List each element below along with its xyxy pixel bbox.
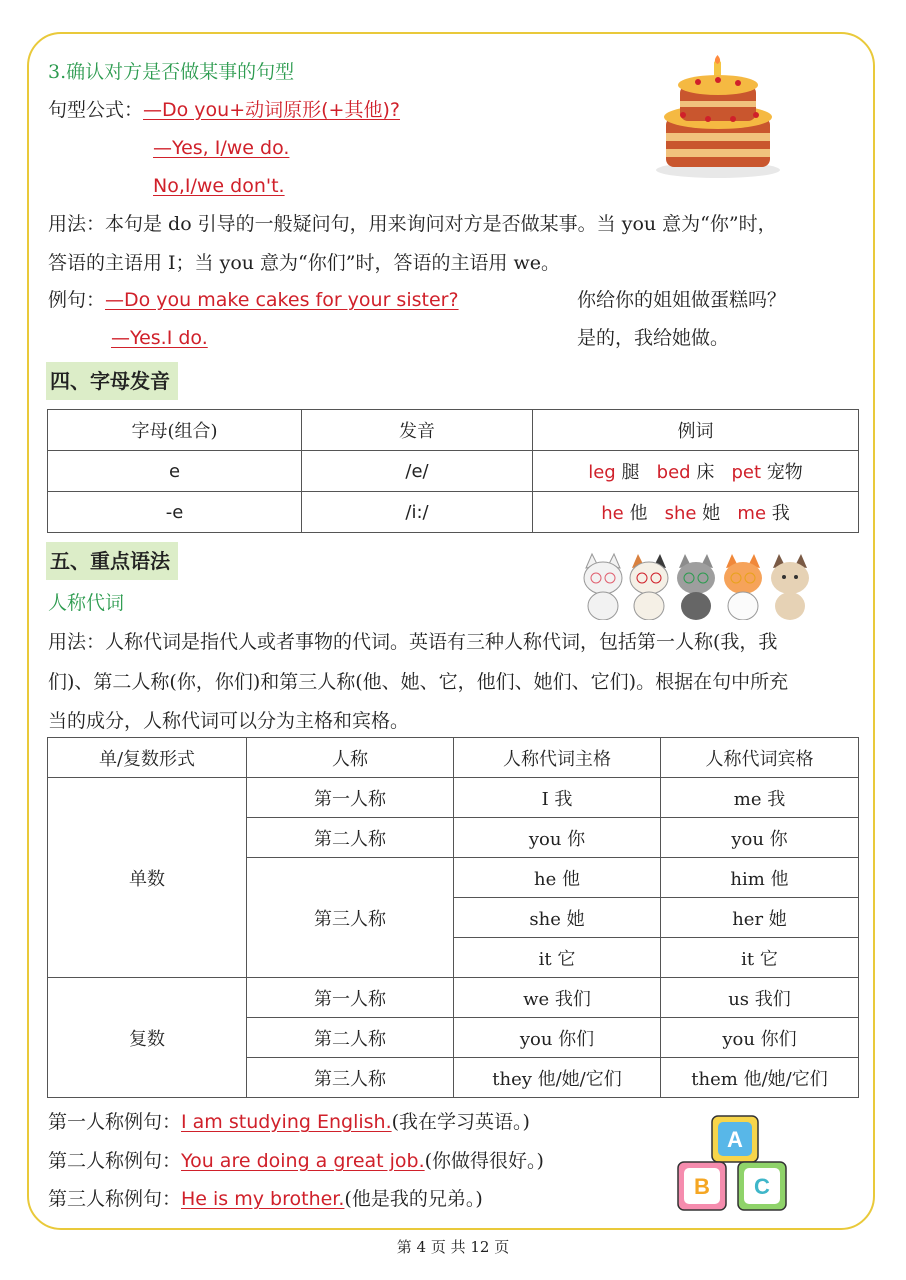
example-sentence-label: 第一人称例句：: [48, 1111, 182, 1133]
subject-pronoun-cell: they 他/她/它们: [454, 1058, 661, 1098]
singular-label: 单数: [48, 778, 247, 978]
example-sentence-label: 第二人称例句：: [48, 1150, 182, 1172]
usage-line-1: 用法：本句是 do 引导的一般疑问句，用来询问对方是否做某事。当 you 意为“你”时，: [48, 213, 777, 235]
example-word-meaning: 床: [696, 462, 715, 483]
usage-line-2: 答语的主语用 I；当 you 意为“你们”时，答语的主语用 we。: [48, 252, 561, 274]
formula-label: 句型公式：: [48, 99, 144, 121]
pronoun-table: [47, 737, 859, 1098]
person-cell: 第三人称: [247, 858, 454, 978]
phonics-table: [47, 409, 859, 533]
table-row: [48, 778, 859, 818]
object-pronoun-cell: them 他/她/它们: [661, 1058, 859, 1098]
example-word-meaning: 腿: [621, 462, 640, 483]
example-word-meaning: 宠物: [766, 462, 803, 483]
section4-title: 四、字母发音: [46, 362, 178, 400]
sound-cell: /i:/: [302, 492, 533, 533]
formula-text: —Do you+动词原形(+其他)?: [143, 99, 400, 121]
subject-pronoun-cell: he 他: [454, 858, 661, 898]
formula-answer-no: No,I/we don't.: [153, 175, 285, 197]
object-pronoun-cell: him 他: [661, 858, 859, 898]
abc-blocks-illustration: [670, 1110, 800, 1218]
page-number: 第 4 页 共 12 页: [396, 1238, 510, 1256]
example-sentence-cn: (他是我的兄弟。): [344, 1188, 483, 1210]
example-word: leg: [588, 462, 616, 483]
example-word: she: [664, 503, 697, 524]
subject-pronoun-cell: we 我们: [454, 978, 661, 1018]
object-pronoun-cell: you 你们: [661, 1018, 859, 1058]
subject-pronoun-cell: you 你们: [454, 1018, 661, 1058]
example-word-meaning: 我: [771, 503, 790, 524]
plural-label: 复数: [48, 978, 247, 1098]
person-cell: 第二人称: [247, 818, 454, 858]
example-sentence-en: He is my brother.: [181, 1188, 345, 1210]
object-pronoun-cell: me 我: [661, 778, 859, 818]
example-word: pet: [731, 462, 762, 483]
example-word: bed: [656, 462, 691, 483]
header-letter: 字母(组合): [48, 410, 302, 451]
letter-cell: e: [48, 451, 302, 492]
section5-subtitle: 人称代词: [48, 592, 125, 614]
person-cell: 第一人称: [247, 778, 454, 818]
example-question: —Do you make cakes for your sister?: [105, 289, 459, 311]
pronoun-usage-line-1: 用法：人称代词是指代人或者事物的代词。英语有三种人称代词，包括第一人称(我，我: [48, 631, 778, 653]
object-pronoun-cell: you 你: [661, 818, 859, 858]
table-row: [48, 978, 859, 1018]
header-person: 人称: [247, 738, 454, 778]
example-sentence-cn: (我在学习英语。): [391, 1111, 530, 1133]
example-answer-cn: 是的，我给她做。: [577, 327, 730, 349]
header-object-case: 人称代词宾格: [661, 738, 859, 778]
letter-cell: -e: [48, 492, 302, 533]
example-word: me: [737, 503, 767, 524]
example-word: he: [601, 503, 624, 524]
subject-pronoun-cell: I 我: [454, 778, 661, 818]
sound-cell: /e/: [302, 451, 533, 492]
birthday-cake-illustration: [648, 55, 788, 180]
section3-heading: 3.确认对方是否做某事的句型: [48, 61, 295, 83]
pronoun-usage-line-2: 们)、第二人称(你，你们)和第三人称(他、她、它，他们、她们、它们)。根据在句中所充: [48, 671, 789, 693]
header-subject-case: 人称代词主格: [454, 738, 661, 778]
example-sentence-label: 第三人称例句：: [48, 1188, 182, 1210]
object-pronoun-cell: her 她: [661, 898, 859, 938]
example-answer: —Yes.I do.: [111, 327, 208, 349]
person-cell: 第三人称: [247, 1058, 454, 1098]
person-cell: 第二人称: [247, 1018, 454, 1058]
header-example: 例词: [533, 410, 859, 451]
subject-pronoun-cell: she 她: [454, 898, 661, 938]
formula-answer-yes: —Yes, I/we do.: [153, 137, 290, 159]
example-question-cn: 你给你的姐姐做蛋糕吗？: [577, 289, 787, 311]
person-cell: 第一人称: [247, 978, 454, 1018]
subject-pronoun-cell: you 你: [454, 818, 661, 858]
example-sentence-cn: (你做得很好。): [424, 1150, 544, 1172]
pronoun-usage-line-3: 当的成分，人称代词可以分为主格和宾格。: [48, 710, 410, 732]
table-header-row: [48, 410, 859, 451]
example-word-meaning: 她: [702, 503, 721, 524]
cats-illustration: [578, 550, 814, 620]
example-word-meaning: 他: [629, 503, 648, 524]
example-sentence-second: [48, 1149, 544, 1173]
table-row: [48, 492, 859, 533]
example-sentence-third: [48, 1187, 483, 1211]
object-pronoun-cell: it 它: [661, 938, 859, 978]
example-words-cell: [533, 492, 859, 533]
section5-title: 五、重点语法: [46, 542, 178, 580]
header-number: 单/复数形式: [48, 738, 247, 778]
example-sentence-en: You are doing a great job.: [181, 1150, 425, 1172]
subject-pronoun-cell: it 它: [454, 938, 661, 978]
block-letter-b: B: [694, 1174, 710, 1199]
example-words-cell: [533, 451, 859, 492]
example-sentence-first: [48, 1110, 530, 1134]
block-letter-c: C: [754, 1174, 770, 1199]
header-sound: 发音: [302, 410, 533, 451]
example-label: 例句：: [48, 289, 106, 311]
object-pronoun-cell: us 我们: [661, 978, 859, 1018]
table-header-row: [48, 738, 859, 778]
table-row: [48, 451, 859, 492]
example-sentence-en: I am studying English.: [181, 1111, 392, 1133]
block-letter-a: A: [727, 1127, 743, 1152]
